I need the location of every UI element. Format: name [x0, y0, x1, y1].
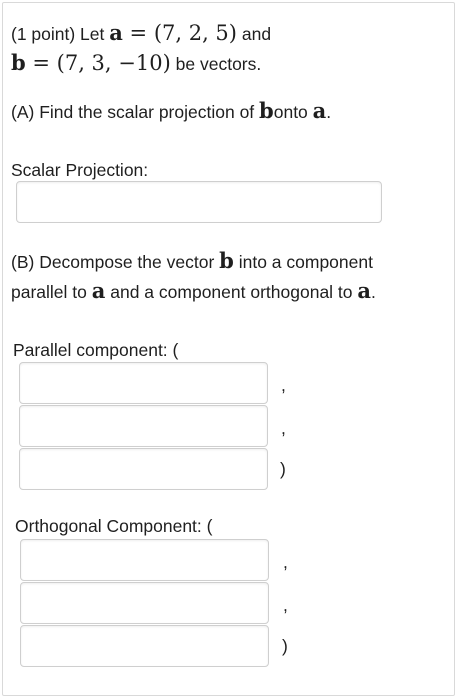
- orthogonal-comma-1: ,: [283, 552, 288, 572]
- orthogonal-component-x-input[interactable]: [20, 539, 269, 581]
- orthogonal-comma-2: ,: [283, 595, 288, 615]
- parallel-component-label: Parallel component: (: [13, 340, 179, 360]
- orthogonal-component-z-input[interactable]: [20, 625, 269, 667]
- parallel-comma-1: ,: [281, 375, 286, 395]
- part-b-period: .: [371, 282, 376, 302]
- part-b-prefix: (B) Decompose the vector: [11, 252, 215, 272]
- part-a-period: .: [326, 102, 332, 122]
- part-a-question: [11, 98, 331, 123]
- vector-b-definition: [11, 51, 171, 75]
- part-b-question-line-2: [11, 278, 376, 303]
- problem-line-2: [11, 50, 261, 75]
- scalar-projection-label: Scalar Projection:: [11, 160, 149, 180]
- orthogonal-component-y-input[interactable]: [20, 582, 269, 624]
- part-b-vector-b: b: [219, 248, 234, 273]
- part-b-vector-a-1: a: [91, 278, 106, 303]
- parallel-close-paren: ): [280, 459, 286, 479]
- vector-a-symbol: a: [109, 20, 123, 45]
- scalar-projection-input[interactable]: [16, 181, 382, 223]
- part-a-vector-a: a: [312, 98, 327, 123]
- orthogonal-component-label: Orthogonal Component: (: [15, 516, 213, 536]
- part-b-question-line-1: [11, 248, 373, 273]
- parallel-component-y-input[interactable]: [19, 405, 268, 447]
- part-a-prefix: (A) Find the scalar projection of: [11, 102, 255, 122]
- points-label: (1 point) Let: [11, 24, 105, 44]
- part-a-onto: onto: [273, 102, 308, 122]
- be-vectors-text: be vectors.: [175, 54, 262, 74]
- vector-b-symbol: b: [11, 50, 26, 75]
- vector-b-components: = (7, 3, −10): [25, 51, 171, 75]
- vector-a-definition: [109, 21, 237, 45]
- part-b-line2-middle: and a component orthogonal to: [110, 282, 353, 302]
- part-b-line1-suffix: into a component: [238, 252, 373, 272]
- part-b-vector-a-2: a: [357, 278, 371, 303]
- parallel-comma-2: ,: [281, 418, 286, 438]
- part-a-vector-b: b: [259, 98, 274, 123]
- and-text: and: [241, 24, 272, 44]
- vector-a-components: = (7, 2, 5): [122, 21, 237, 45]
- orthogonal-close-paren: ): [282, 636, 288, 656]
- parallel-component-z-input[interactable]: [19, 448, 268, 490]
- parallel-component-x-input[interactable]: [19, 362, 268, 404]
- problem-line-1: [11, 20, 271, 45]
- part-b-line2-prefix: parallel to: [11, 282, 87, 302]
